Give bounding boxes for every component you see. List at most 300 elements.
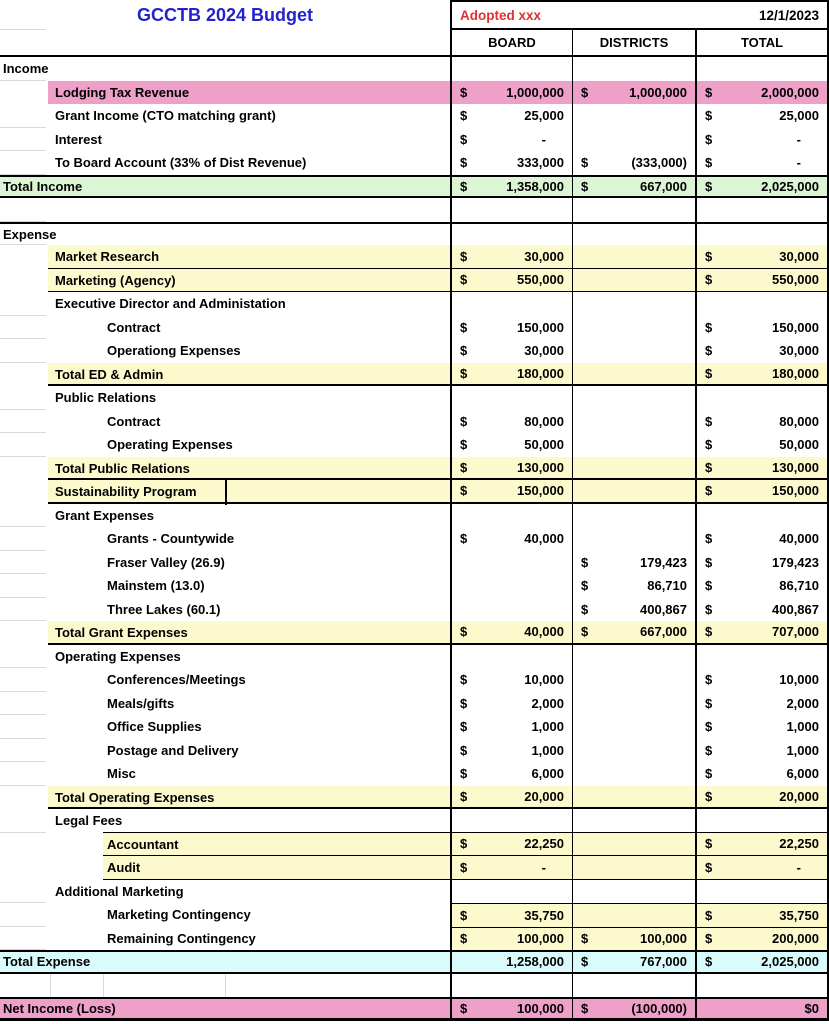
cell-value: 100,000: [517, 1000, 564, 1016]
cell-value: 1,000: [531, 742, 564, 758]
row-label-cell: [0, 645, 450, 669]
table-row: [0, 574, 829, 598]
total-cell: [695, 104, 829, 128]
table-row: [0, 245, 829, 269]
cell-value: 179,423: [640, 554, 687, 570]
currency-sign: $: [705, 248, 713, 264]
table-row: [0, 292, 829, 316]
districts-cell: [572, 974, 695, 998]
cell-value: 150,000: [772, 319, 819, 335]
row-label: Grant Income (CTO matching grant): [55, 108, 276, 124]
row-label-cell: [0, 551, 450, 575]
currency-sign: $: [460, 459, 468, 475]
row-label-cell: [0, 292, 450, 316]
row-label: Misc: [107, 766, 136, 782]
currency-sign: $: [705, 601, 713, 617]
cell-value: 10,000: [779, 672, 819, 688]
row-label: Total Public Relations: [55, 460, 190, 476]
districts-cell: [572, 198, 695, 222]
cell-value: 2,000: [786, 695, 819, 711]
currency-sign: $: [705, 531, 713, 547]
table-row: [0, 269, 829, 293]
cell-value: 2,000: [531, 695, 564, 711]
cell-value: 35,750: [524, 907, 564, 923]
adopted-status: Adopted xxx: [460, 7, 542, 23]
row-label: Three Lakes (60.1): [107, 601, 221, 617]
board-cell: [450, 363, 572, 387]
currency-sign: $: [705, 836, 713, 852]
page-title: GCCTB 2024 Budget: [136, 4, 314, 25]
row-label: Marketing Contingency: [107, 907, 251, 923]
districts-cell: [572, 551, 695, 575]
currency-sign: $: [705, 578, 713, 594]
row-label-cell: [0, 433, 450, 457]
row-label-cell: [0, 668, 450, 692]
row-label: Executive Director and Administation: [55, 296, 286, 312]
districts-cell: [572, 339, 695, 363]
currency-sign: $: [581, 155, 589, 171]
total-cell: [695, 598, 829, 622]
currency-sign: $: [460, 483, 468, 499]
cell-value: 1,000: [531, 719, 564, 735]
row-label-cell: [0, 999, 450, 1018]
cell-value: $0: [804, 1000, 819, 1016]
table-row: [0, 222, 829, 246]
districts-cell: [572, 177, 695, 197]
cell-value: 150,000: [772, 483, 819, 499]
row-label-cell: [0, 269, 450, 293]
board-cell: [450, 927, 572, 951]
currency-sign: $: [460, 343, 468, 359]
table-row: [0, 739, 829, 763]
currency-sign: $: [460, 859, 468, 875]
total-cell: [695, 504, 829, 528]
table-row: [0, 950, 829, 974]
cell-value: 30,000: [779, 248, 819, 264]
row-label: Sustainability Program: [55, 484, 197, 500]
total-cell: [695, 177, 829, 197]
table-row: [0, 57, 829, 81]
row-label: Total Grant Expenses: [55, 625, 188, 641]
row-label: Interest: [55, 131, 102, 147]
currency-sign: $: [460, 907, 468, 923]
cell-value: 179,423: [772, 554, 819, 570]
cell-value: 400,867: [640, 601, 687, 617]
row-label-cell: [0, 739, 450, 763]
districts-cell: [572, 224, 695, 246]
total-cell: [695, 668, 829, 692]
row-label: Lodging Tax Revenue: [55, 84, 190, 100]
row-label: Income: [3, 61, 49, 77]
currency-sign: $: [460, 695, 468, 711]
districts-cell: [572, 692, 695, 716]
districts-cell: [572, 668, 695, 692]
total-cell: [695, 880, 829, 904]
table-row: [0, 551, 829, 575]
districts-cell: [572, 715, 695, 739]
row-label-cell: [0, 621, 450, 645]
board-cell: [450, 833, 572, 857]
cell-value: 1,358,000: [506, 178, 564, 194]
currency-sign: $: [705, 131, 713, 147]
currency-sign: $: [705, 859, 713, 875]
total-cell: [695, 692, 829, 716]
total-cell: [695, 856, 829, 880]
total-cell: [695, 999, 829, 1018]
gridline: [225, 974, 226, 998]
districts-cell: [572, 410, 695, 434]
cell-value: 80,000: [779, 413, 819, 429]
cell-value: 30,000: [524, 343, 564, 359]
districts-cell: [572, 316, 695, 340]
gridline: [50, 974, 51, 998]
currency-sign: $: [460, 108, 468, 124]
total-cell: [695, 645, 829, 669]
total-cell: [695, 339, 829, 363]
table-row: [0, 175, 829, 199]
table-row: [0, 809, 829, 833]
currency-sign: $: [705, 413, 713, 429]
row-label-cell: [0, 245, 450, 269]
row-label: Audit: [107, 860, 141, 876]
cell-border-divider: [225, 479, 227, 505]
currency-sign: $: [705, 483, 713, 499]
row-label-cell: [0, 880, 450, 904]
currency-sign: $: [705, 554, 713, 570]
cell-value: 22,250: [779, 836, 819, 852]
table-row: [0, 880, 829, 904]
table-row: [0, 833, 829, 857]
table-row: [0, 316, 829, 340]
cell-value: 25,000: [779, 108, 819, 124]
row-label: Postage and Delivery: [107, 742, 239, 758]
row-label-cell: [0, 224, 450, 246]
cell-value: 2,025,000: [761, 954, 819, 970]
cell-value: 40,000: [779, 531, 819, 547]
total-cell: [695, 433, 829, 457]
row-label-cell: [0, 81, 450, 105]
board-cell: [450, 645, 572, 669]
currency-sign: $: [581, 601, 589, 617]
column-header-districts: DISTRICTS: [572, 30, 695, 55]
row-label-cell: [0, 104, 450, 128]
districts-cell: [572, 386, 695, 410]
total-cell: [695, 762, 829, 786]
districts-cell: [572, 527, 695, 551]
table-row: [0, 668, 829, 692]
row-label: Marketing (Agency): [55, 272, 176, 288]
currency-sign: $: [460, 365, 468, 381]
row-label-cell: [0, 903, 450, 927]
districts-cell: [572, 151, 695, 175]
board-cell: [450, 739, 572, 763]
cell-value: 25,000: [524, 108, 564, 124]
cell-value: 50,000: [779, 437, 819, 453]
currency-sign: $: [705, 155, 713, 171]
districts-cell: [572, 504, 695, 528]
cell-value: -: [541, 131, 546, 147]
table-row: [0, 433, 829, 457]
cell-value: 767,000: [640, 954, 687, 970]
row-label: Total Operating Expenses: [55, 789, 215, 805]
total-cell: [695, 621, 829, 645]
row-label: Accountant: [107, 836, 179, 852]
board-cell: [450, 504, 572, 528]
currency-sign: $: [705, 319, 713, 335]
total-cell: [695, 363, 829, 387]
districts-cell: [572, 739, 695, 763]
currency-sign: $: [705, 459, 713, 475]
cell-value: 1,000,000: [629, 84, 687, 100]
table-row: [0, 974, 829, 998]
cell-value: 150,000: [517, 319, 564, 335]
board-cell: [450, 57, 572, 81]
row-label-cell: [0, 762, 450, 786]
board-cell: [450, 81, 572, 105]
board-cell: [450, 786, 572, 810]
currency-sign: $: [460, 248, 468, 264]
board-cell: [450, 551, 572, 575]
currency-sign: $: [705, 954, 713, 970]
row-label-cell: [0, 457, 450, 481]
row-label: Meals/gifts: [107, 695, 175, 711]
row-label-cell: [0, 128, 450, 152]
cell-value: 20,000: [524, 788, 564, 804]
board-cell: [450, 269, 572, 293]
board-cell: [450, 974, 572, 998]
cell-value: 20,000: [779, 788, 819, 804]
table-row: [0, 762, 829, 786]
cell-value: 1,258,000: [506, 954, 564, 970]
table-row: [0, 363, 829, 387]
districts-cell: [572, 433, 695, 457]
total-cell: [695, 715, 829, 739]
adopted-date-cell: [450, 0, 829, 30]
board-cell: [450, 177, 572, 197]
cell-value: 86,710: [779, 578, 819, 594]
currency-sign: $: [460, 836, 468, 852]
districts-cell: [572, 245, 695, 269]
cell-value: -: [796, 131, 801, 147]
row-label: Grants - Countywide: [107, 531, 235, 547]
total-cell: [695, 952, 829, 972]
table-row: [0, 715, 829, 739]
table-row: [0, 480, 829, 504]
currency-sign: $: [460, 719, 468, 735]
board-cell: [450, 104, 572, 128]
districts-cell: [572, 57, 695, 81]
row-label-cell: [0, 692, 450, 716]
row-label-cell: [0, 856, 450, 880]
table-row: [0, 81, 829, 105]
districts-cell: [572, 786, 695, 810]
total-cell: [695, 386, 829, 410]
board-cell: [450, 151, 572, 175]
districts-cell: [572, 363, 695, 387]
districts-cell: [572, 104, 695, 128]
districts-cell: [572, 621, 695, 645]
districts-cell: [572, 480, 695, 504]
report-date: 12/1/2023: [758, 7, 819, 23]
cell-value: 1,000: [786, 719, 819, 735]
cell-value: 40,000: [524, 531, 564, 547]
currency-sign: $: [705, 931, 713, 947]
row-label-cell: [0, 57, 450, 81]
board-cell: [450, 433, 572, 457]
row-label: Public Relations: [55, 390, 157, 406]
cell-value: 30,000: [779, 343, 819, 359]
board-cell: [450, 224, 572, 246]
board-cell: [450, 198, 572, 222]
table-row: [0, 903, 829, 927]
row-label-cell: [0, 198, 450, 222]
currency-sign: $: [705, 624, 713, 640]
row-label: Office Supplies: [107, 719, 202, 735]
board-cell: [450, 999, 572, 1018]
row-label: Operating Expenses: [55, 648, 181, 664]
total-cell: [695, 316, 829, 340]
districts-cell: [572, 999, 695, 1018]
currency-sign: $: [460, 437, 468, 453]
board-cell: [450, 574, 572, 598]
row-label-cell: [0, 480, 450, 504]
currency-sign: $: [460, 155, 468, 171]
column-header-total: TOTAL: [695, 30, 829, 55]
districts-cell: [572, 81, 695, 105]
row-label-cell: [0, 504, 450, 528]
table-row: [0, 504, 829, 528]
board-cell: [450, 668, 572, 692]
total-cell: [695, 198, 829, 222]
title-row: [0, 0, 829, 30]
row-label: Total ED & Admin: [55, 366, 164, 382]
board-cell: [450, 621, 572, 645]
row-label-cell: [0, 339, 450, 363]
row-label: Contract: [107, 319, 161, 335]
cell-value: 130,000: [772, 459, 819, 475]
row-label-cell: [0, 410, 450, 434]
cell-value: 1,000: [786, 742, 819, 758]
currency-sign: $: [581, 554, 589, 570]
currency-sign: $: [705, 742, 713, 758]
table-row: [0, 997, 829, 1021]
cell-value: 40,000: [524, 624, 564, 640]
board-cell: [450, 128, 572, 152]
row-label-cell: [0, 833, 450, 857]
currency-sign: $: [705, 695, 713, 711]
cell-value: (333,000): [631, 155, 687, 171]
currency-sign: $: [705, 437, 713, 453]
currency-sign: $: [705, 907, 713, 923]
cell-value: 180,000: [517, 365, 564, 381]
cell-value: 333,000: [517, 155, 564, 171]
total-cell: [695, 269, 829, 293]
cell-value: -: [796, 859, 801, 875]
currency-sign: $: [460, 319, 468, 335]
cell-value: 2,000,000: [761, 84, 819, 100]
currency-sign: $: [705, 272, 713, 288]
cell-value: 667,000: [640, 624, 687, 640]
districts-cell: [572, 952, 695, 972]
row-label: Market Research: [55, 249, 160, 265]
districts-cell: [572, 598, 695, 622]
currency-sign: $: [460, 1000, 468, 1016]
row-label-cell: [0, 527, 450, 551]
total-cell: [695, 224, 829, 246]
currency-sign: $: [460, 672, 468, 688]
currency-sign: $: [705, 178, 713, 194]
table-row: [0, 104, 829, 128]
cell-value: 1,000,000: [506, 84, 564, 100]
row-label: Total Expense: [3, 954, 91, 970]
total-cell: [695, 927, 829, 951]
total-cell: [695, 739, 829, 763]
row-label: Additional Marketing: [55, 883, 184, 899]
currency-sign: $: [581, 178, 589, 194]
cell-value: 550,000: [517, 272, 564, 288]
board-cell: [450, 692, 572, 716]
currency-sign: $: [460, 788, 468, 804]
gridline: [103, 974, 104, 998]
districts-cell: [572, 457, 695, 481]
cell-value: 180,000: [772, 365, 819, 381]
currency-sign: $: [460, 84, 468, 100]
table-row: [0, 645, 829, 669]
row-label: Operationg Expenses: [107, 343, 241, 359]
currency-sign: $: [705, 766, 713, 782]
districts-cell: [572, 833, 695, 857]
board-cell: [450, 903, 572, 927]
currency-sign: $: [581, 84, 589, 100]
row-label: Contract: [107, 413, 161, 429]
districts-cell: [572, 645, 695, 669]
table-row: [0, 410, 829, 434]
total-cell: [695, 410, 829, 434]
row-label: Conferences/Meetings: [107, 672, 246, 688]
total-cell: [695, 786, 829, 810]
cell-value: 35,750: [779, 907, 819, 923]
board-cell: [450, 316, 572, 340]
header-spacer: [0, 30, 450, 55]
board-cell: [450, 715, 572, 739]
currency-sign: $: [581, 931, 589, 947]
row-label-cell: [0, 574, 450, 598]
board-cell: [450, 339, 572, 363]
districts-cell: [572, 809, 695, 833]
column-header-board: BOARD: [450, 30, 572, 55]
row-label-cell: [0, 177, 450, 197]
row-label: Grant Expenses: [55, 507, 154, 523]
currency-sign: $: [460, 766, 468, 782]
cell-value: 100,000: [517, 931, 564, 947]
table-body: [0, 57, 829, 1021]
districts-cell: [572, 292, 695, 316]
currency-sign: $: [460, 272, 468, 288]
row-label-cell: [0, 151, 450, 175]
cell-value: 130,000: [517, 459, 564, 475]
currency-sign: $: [705, 343, 713, 359]
row-label: To Board Account (33% of Dist Revenue): [55, 155, 307, 171]
board-cell: [450, 598, 572, 622]
districts-cell: [572, 903, 695, 927]
districts-cell: [572, 927, 695, 951]
currency-sign: $: [460, 742, 468, 758]
board-cell: [450, 245, 572, 269]
row-label: Legal Fees: [55, 813, 123, 829]
total-cell: [695, 974, 829, 998]
table-row: [0, 457, 829, 481]
total-cell: [695, 245, 829, 269]
